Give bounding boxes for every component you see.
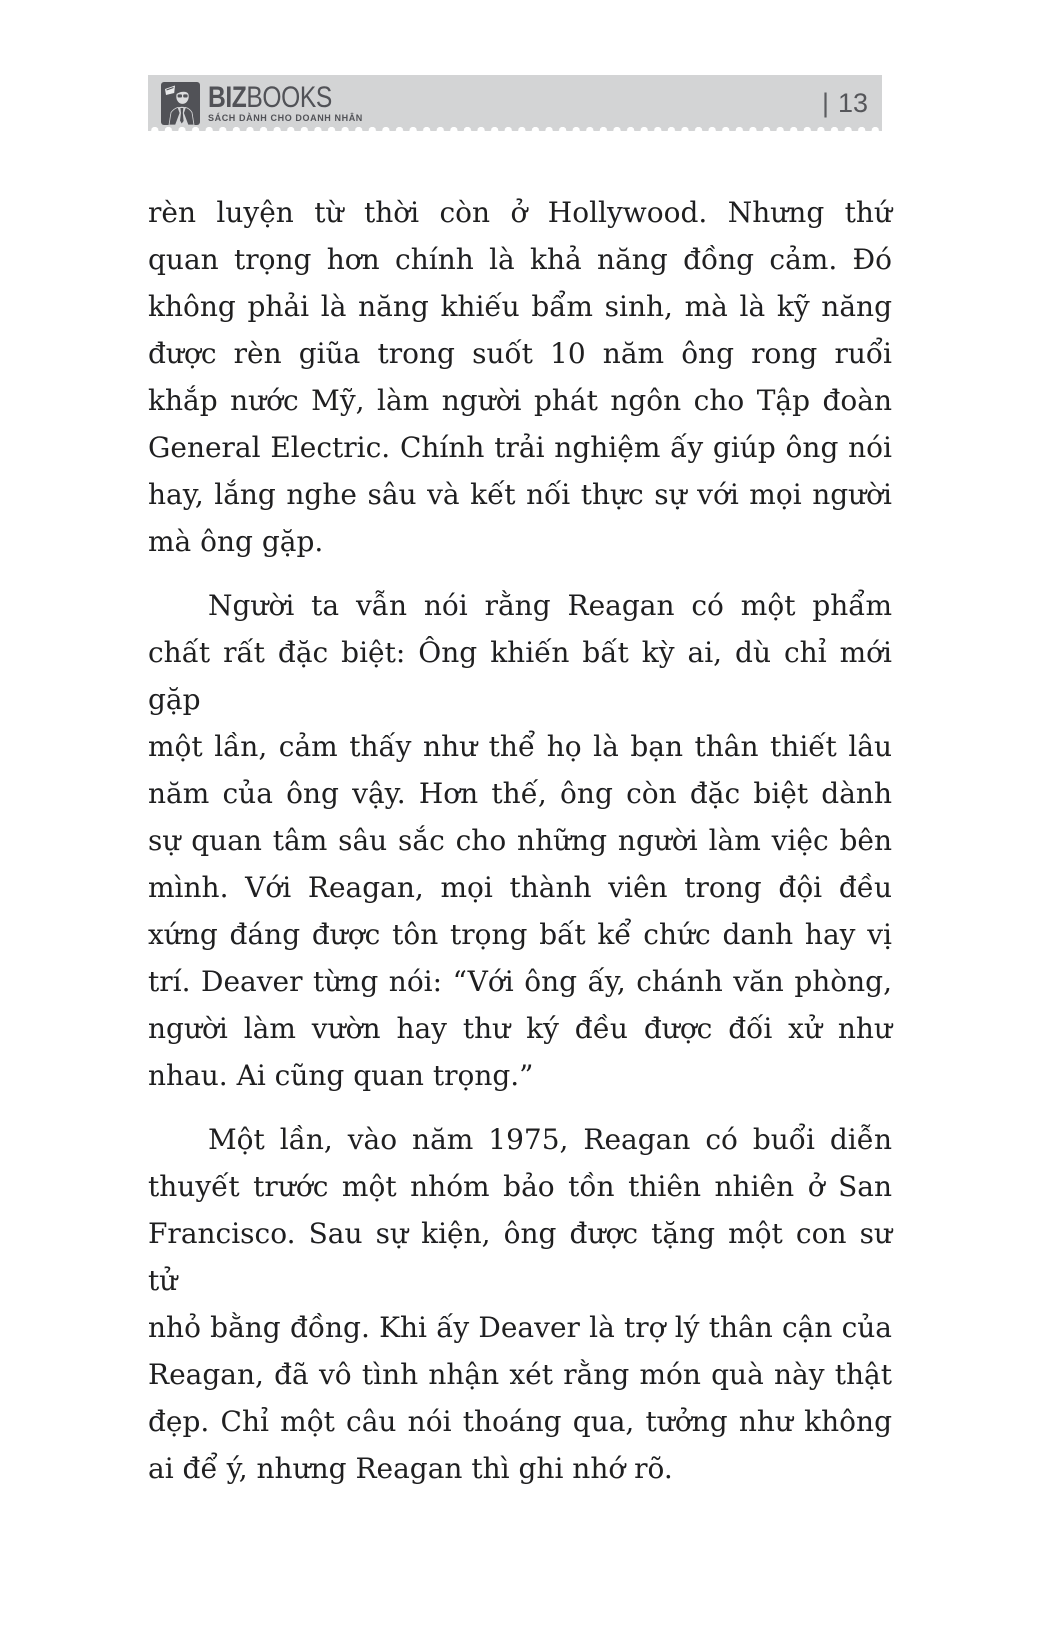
paragraph xyxy=(148,189,892,565)
text-line: khắp nước Mỹ, làm người phát ngôn cho Tập đoàn xyxy=(148,384,892,417)
text-line: một lần, cảm thấy như thể họ là bạn thân thiết lâu xyxy=(148,730,892,763)
text-line: nhau. Ai cũng quan trọng.” xyxy=(148,1059,534,1092)
text-line: mà ông gặp. xyxy=(148,525,324,558)
page-number-separator: | xyxy=(821,87,829,118)
brand-text xyxy=(208,80,363,123)
page-number: 13 xyxy=(837,87,868,118)
text-line: quan trọng hơn chính là khả năng đồng cảm. Đó xyxy=(148,243,892,276)
text-line: xứng đáng được tôn trọng bất kể chức danh hay vị xyxy=(148,918,892,951)
page-number-indicator xyxy=(822,88,868,119)
text-line: Reagan, đã vô tình nhận xét rằng món quà này thật xyxy=(148,1358,892,1391)
text-line: rèn luyện từ thời còn ở Hollywood. Nhưng thứ xyxy=(148,196,892,229)
text-line: năm của ông vậy. Hơn thế, ông còn đặc biệt dành xyxy=(148,777,892,810)
brand-name-biz: BIZ xyxy=(208,80,247,114)
text-line: người làm vườn hay thư ký đều được đối xử như xyxy=(148,1012,892,1045)
text-line: đẹp. Chỉ một câu nói thoáng qua, tưởng như không xyxy=(148,1405,892,1438)
text-line: mình. Với Reagan, mọi thành viên trong đội đều xyxy=(148,871,892,904)
page-body xyxy=(148,189,892,1492)
paragraph xyxy=(148,1116,892,1492)
text-line: Người ta vẫn nói rằng Reagan có một phẩm xyxy=(208,589,892,622)
perforated-edge xyxy=(148,126,882,135)
text-line: nhỏ bằng đồng. Khi ấy Deaver là trợ lý thân cận của xyxy=(148,1311,892,1344)
paragraph xyxy=(148,582,892,1099)
brand-name xyxy=(208,80,335,114)
bizbooks-logo-icon xyxy=(161,82,200,125)
text-line: được rèn giũa trong suốt 10 năm ông rong ruổi xyxy=(148,337,892,370)
text-line: sự quan tâm sâu sắc cho những người làm việc bên xyxy=(148,824,892,857)
text-line: General Electric. Chính trải nghiệm ấy giúp ông nói xyxy=(148,431,892,464)
bizbooks-brand xyxy=(161,82,363,125)
brand-tagline: SÁCH DÀNH CHO DOANH NHÂN xyxy=(208,112,363,123)
text-line: chất rất đặc biệt: Ông khiến bất kỳ ai, dù chỉ mới gặp xyxy=(148,636,892,716)
text-line: Francisco. Sau sự kiện, ông được tặng một con sư tử xyxy=(148,1217,892,1297)
text-line: Một lần, vào năm 1975, Reagan có buổi diễn xyxy=(208,1123,892,1156)
text-line: không phải là năng khiếu bẩm sinh, mà là kỹ năng xyxy=(148,290,892,323)
publisher-header-bar xyxy=(148,75,882,131)
text-line: trí. Deaver từng nói: “Với ông ấy, chánh văn phòng, xyxy=(148,965,892,998)
text-line: ai để ý, nhưng Reagan thì ghi nhớ rõ. xyxy=(148,1452,673,1485)
text-line: hay, lắng nghe sâu và kết nối thực sự với mọi người xyxy=(148,478,892,511)
text-line: thuyết trước một nhóm bảo tồn thiên nhiên ở San xyxy=(148,1170,892,1203)
brand-name-books: BOOKS xyxy=(246,80,332,114)
